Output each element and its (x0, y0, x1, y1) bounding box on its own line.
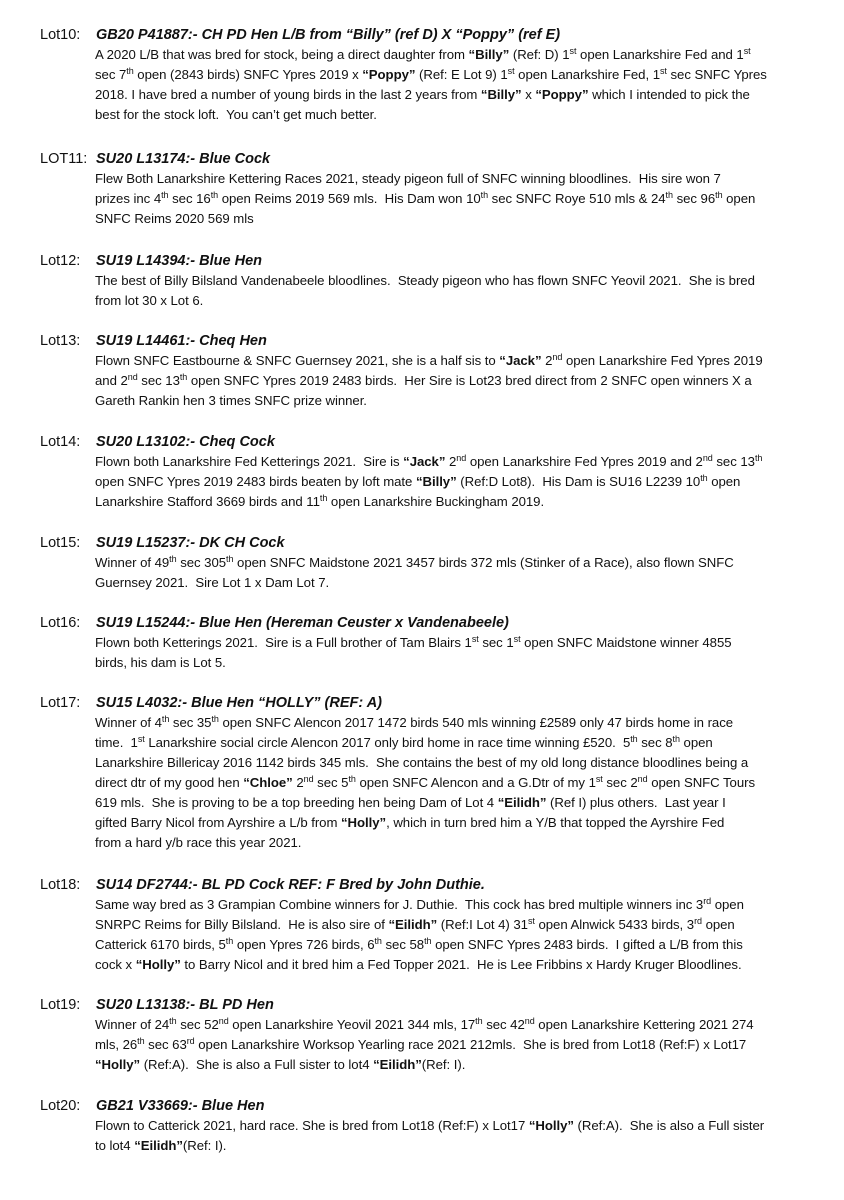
lot-description: The best of Billy Bilsland Vandenabeele bloodlines. Steady pigeon who has flown SNFC Yeovil 2021. She is bred from lot 30 x Lot 6. (95, 273, 755, 308)
lot-heading (40, 150, 840, 169)
lot-number: Lot15: (40, 535, 81, 551)
lot-description: Winner of 24th sec 52nd open Lanarkshire Yeovil 2021 344 mls, 17th sec 42nd open Lanarkshire Kettering 2021 274 mls, 26th sec 63rd open Lanarkshire Worksop Yearling race 2021 212mls. She is bred from Lot18 (Ref:F) x Lot17 “Holly” (Ref:A). She is also a Full sister to lot4 “Eilidh”(Ref: I). (95, 1016, 754, 1072)
lot-entry-11 (40, 150, 840, 229)
lot-number: LOT11: (40, 151, 88, 167)
lot-entry-10 (40, 26, 840, 125)
lot-number: Lot16: (40, 615, 81, 631)
lot-heading (40, 694, 840, 713)
lot-number: Lot10: (40, 27, 81, 43)
lot-entry-20 (40, 1097, 840, 1156)
lot-heading (40, 332, 840, 351)
lot-number: Lot17: (40, 695, 81, 711)
lot-heading (40, 614, 840, 633)
lot-title: SU14 DF2744:- BL PD Cock REF: F Bred by John Duthie. (96, 877, 485, 893)
lot-heading (40, 1097, 840, 1116)
lot-description: Flown both Ketterings 2021. Sire is a Full brother of Tam Blairs 1st sec 1st open SNFC Maidstone winner 4855 birds, his dam is Lot 5. (95, 634, 732, 670)
lot-entry-13 (40, 332, 840, 411)
lot-number: Lot13: (40, 333, 81, 349)
lot-description: Flew Both Lanarkshire Kettering Races 2021, steady pigeon full of SNFC winning bloodlines. His sire won 7 prizes inc 4th sec 16th open Reims 2019 569 mls. His Dam won 10th sec SNFC Roye 510 mls & 24th sec 96th open SNFC Reims 2020 569 mls (95, 171, 756, 226)
lot-description: Flown both Lanarkshire Fed Ketterings 2021. Sire is “Jack” 2nd open Lanarkshire Fed Ypres 2019 and 2nd sec 13th open SNFC Ypres 2019 2483 birds beaten by loft mate “Billy” (Ref:D Lot8). His Dam is SU16 L2239 10th open Lanarkshire Stafford 3669 birds and 11th open Lanarkshire Buckingham 2019. (95, 453, 763, 509)
lot-description: Winner of 49th sec 305th open SNFC Maidstone 2021 3457 birds 372 mls (Stinker of a Race), also flown SNFC Guernsey 2021. Sire Lot 1 x Dam Lot 7. (95, 554, 734, 590)
lot-title: SU19 L15244:- Blue Hen (Hereman Ceuster x Vandenabeele) (96, 615, 509, 631)
lot-description: Flown to Catterick 2021, hard race. She is bred from Lot18 (Ref:F) x Lot17 “Holly” (Ref:A). She is also a Full sister to lot4 “Eilidh”(Ref: I). (95, 1118, 765, 1153)
lot-heading (40, 876, 840, 895)
lot-title: GB20 P41887:- CH PD Hen L/B from “Billy” (ref D) X “Poppy” (ref E) (96, 27, 561, 43)
lot-description: Same way bred as 3 Grampian Combine winners for J. Duthie. This cock has bred multiple winners inc 3rd open SNRPC Reims for Billy Bilsland. He is also sire of “Eilidh” (Ref:I Lot 4) 31st open Alnwick 5433 birds, 3rd open Catterick 6170 birds, 5th open Ypres 726 birds, 6th sec 58th open SNFC Ypres 2483 birds. I gifted a L/B from this cock x “Holly” to Barry Nicol and it bred him a Fed Topper 2021. He is Lee Fribbins x Hardy Kruger Bloodlines. (95, 896, 744, 972)
lot-heading (40, 252, 840, 271)
lot-description: Winner of 4th sec 35th open SNFC Alencon 2017 1472 birds 540 mls winning £2589 only 47 birds home in race time. 1st Lanarkshire social circle Alencon 2017 only bird home in race time winning £520. 5th sec 8th open Lanarkshire Billericay 2016 1142 birds 345 mls. She contains the best of my old long distance bloodlines being a direct dtr of my good hen “Chloe” 2nd sec 5th open SNFC Alencon and a G.Dtr of my 1st sec 2nd open SNFC Tours 619 mls. She is proving to be a top breeding hen being Dam of Lot 4 “Eilidh” (Ref I) plus others. Last year I gifted Barry Nicol from Ayrshire a L/b from “Holly”, which in turn bred him a Y/B that topped the Ayrshire Fed from a hard y/b race this year 2021. (95, 714, 756, 850)
lot-entry-17 (40, 694, 840, 853)
lot-number: Lot12: (40, 253, 81, 269)
lot-number: Lot19: (40, 997, 81, 1013)
lot-title: SU20 L13102:- Cheq Cock (96, 434, 275, 450)
lot-title: SU19 L14461:- Cheq Hen (96, 333, 267, 349)
lot-title: SU19 L15237:- DK CH Cock (96, 535, 285, 551)
lot-heading (40, 433, 840, 452)
lot-number: Lot20: (40, 1098, 81, 1114)
lot-title: SU15 L4032:- Blue Hen “HOLLY” (REF: A) (96, 695, 383, 711)
lot-description: Flown SNFC Eastbourne & SNFC Guernsey 2021, she is a half sis to “Jack” 2nd open Lanarkshire Fed Ypres 2019 and 2nd sec 13th open SNFC Ypres 2019 2483 birds. Her Sire is Lot23 bred direct from 2 SNFC open winners X a Gareth Rankin hen 3 times SNFC prize winner. (95, 352, 763, 408)
lot-number: Lot14: (40, 434, 81, 450)
lot-title: SU20 L13174:- Blue Cock (96, 151, 271, 167)
lot-entry-16 (40, 614, 840, 673)
lot-title: GB21 V33669:- Blue Hen (96, 1098, 265, 1114)
lot-description: A 2020 L/B that was bred for stock, being a direct daughter from “Billy” (Ref: D) 1st open Lanarkshire Fed and 1st sec 7th open (2843 birds) SNFC Ypres 2019 x “Poppy” (Ref: E Lot 9) 1st open Lanarkshire Fed, 1st sec SNFC Ypres 2018. I have bred a number of young birds in the last 2 years from “Billy” x “Poppy” which I intended to pick the best for the stock loft. You can’t get much better. (95, 46, 767, 122)
lot-heading (40, 534, 840, 553)
lot-number: Lot18: (40, 877, 81, 893)
lot-heading (40, 996, 840, 1015)
lot-entry-15 (40, 534, 840, 593)
lot-title: SU20 L13138:- BL PD Hen (96, 997, 274, 1013)
lot-entry-19 (40, 996, 840, 1075)
lot-entry-18 (40, 876, 840, 975)
lot-entry-12 (40, 252, 840, 311)
lot-title: SU19 L14394:- Blue Hen (96, 253, 263, 269)
lot-heading (40, 26, 840, 45)
lot-entry-14 (40, 433, 840, 512)
